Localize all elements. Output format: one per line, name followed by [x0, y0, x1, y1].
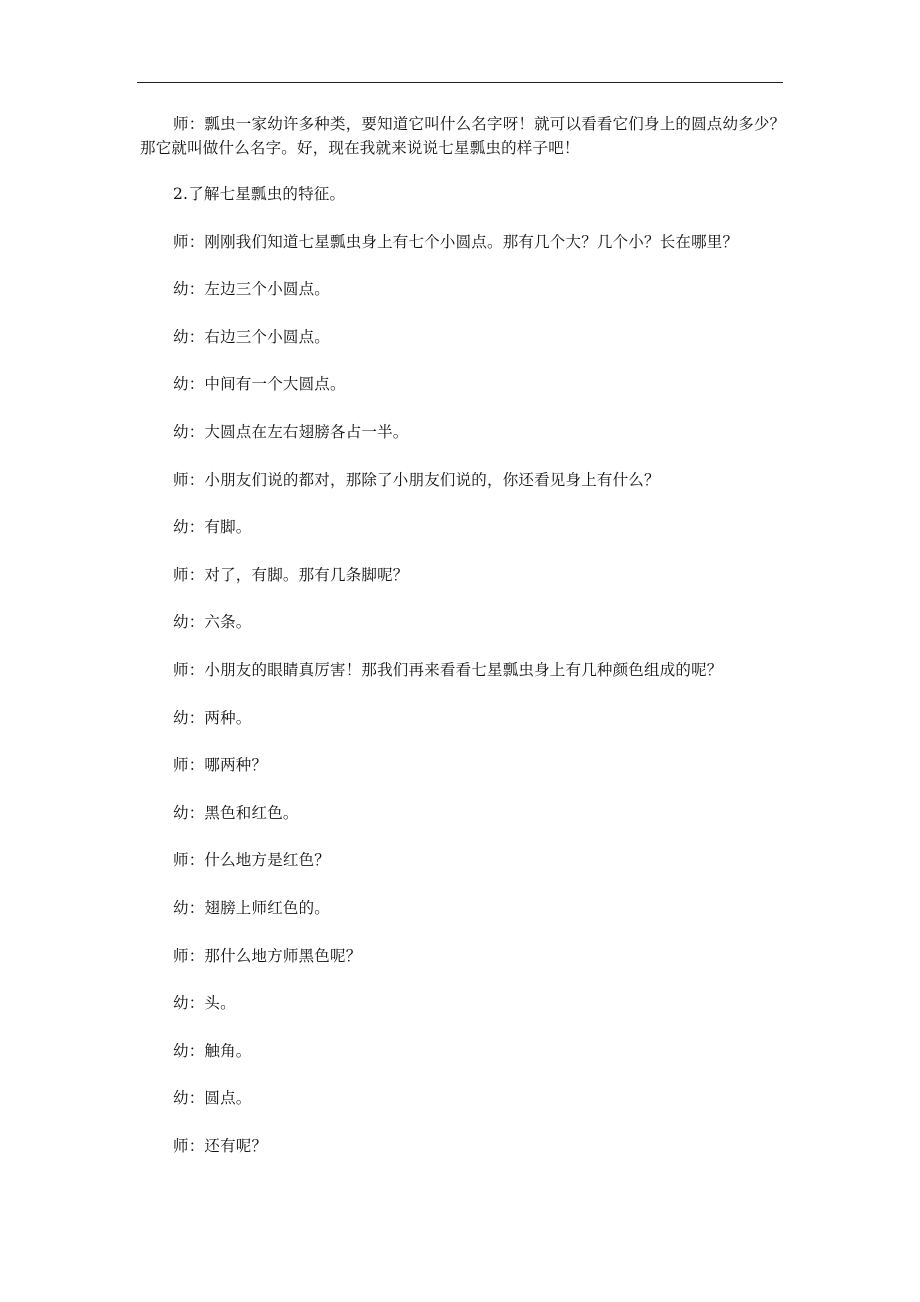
paragraph-dialogue: 师：什么地方是红色？ [173, 851, 331, 870]
paragraph-dialogue: 师：还有呢？ [173, 1136, 268, 1155]
paragraph-dialogue: 幼：黑色和红色。 [173, 803, 299, 822]
paragraph-dialogue: 幼：大圆点在左右翅膀各占一半。 [173, 422, 409, 441]
paragraph-dialogue: 幼：头。 [173, 994, 236, 1013]
header-rule [137, 82, 783, 83]
paragraph-dialogue: 幼：六条。 [173, 613, 252, 632]
paragraph-dialogue: 幼：翅膀上师红色的。 [173, 898, 331, 917]
paragraph-dialogue: 师：哪两种？ [173, 756, 268, 775]
paragraph-dialogue: 师：那什么地方师黑色呢？ [173, 946, 362, 965]
paragraph-dialogue: 师：小朋友们说的都对，那除了小朋友们说的，你还看见身上有什么？ [173, 470, 660, 489]
intro-paragraph: 师：瓢虫一家幼许多种类，要知道它叫什么名字呀！就可以看看它们身上的圆点幼多少？那它就叫做什么名字。好，现在我就来说说七星瓢虫的样子吧！ [140, 115, 786, 157]
paragraph-dialogue: 幼：右边三个小圆点。 [173, 327, 331, 346]
paragraph-dialogue: 幼：两种。 [173, 708, 252, 727]
paragraph-section-heading: 2.了解七星瓢虫的特征。 [173, 185, 346, 203]
paragraph-dialogue: 师：小朋友的眼睛真厉害！那我们再来看看七星瓢虫身上有几种颜色组成的呢？ [173, 660, 723, 679]
paragraph-dialogue: 幼：触角。 [173, 1041, 252, 1060]
paragraph-dialogue: 师：刚刚我们知道七星瓢虫身上有七个小圆点。那有几个大？几个小？长在哪里？ [173, 232, 739, 251]
document-body [140, 112, 800, 1181]
paragraph-dialogue: 幼：圆点。 [173, 1089, 252, 1108]
paragraph-dialogue: 幼：中间有一个大圆点。 [173, 375, 346, 394]
paragraph-dialogue: 幼：有脚。 [173, 518, 252, 537]
paragraph-dialogue: 师：对了，有脚。那有几条脚呢？ [173, 565, 409, 584]
paragraph-dialogue: 幼：左边三个小圆点。 [173, 280, 331, 299]
